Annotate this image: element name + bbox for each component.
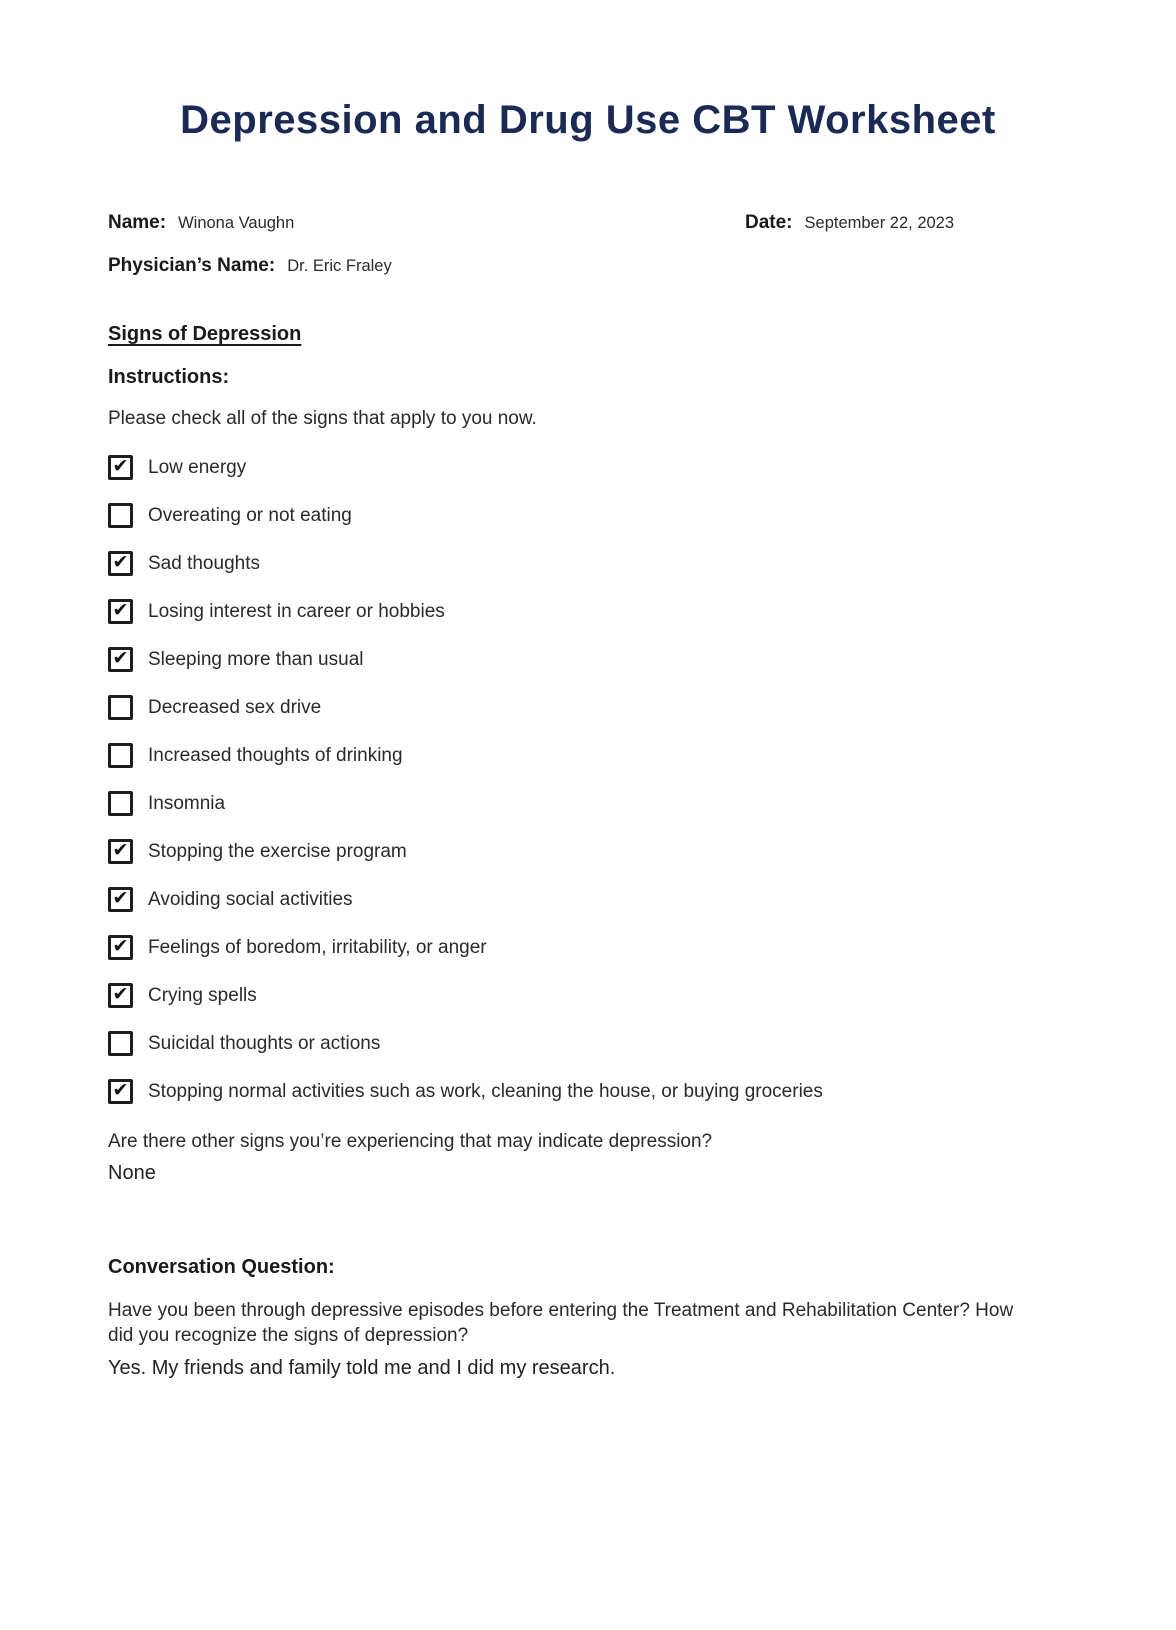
checkbox-label: Overeating or not eating [148,504,352,526]
conversation-question-heading: Conversation Question: [108,1256,335,1278]
checkbox-label: Sleeping more than usual [148,648,364,670]
checklist-item [108,1079,1068,1104]
checklist-item [108,551,1068,576]
other-signs-question: Are there other signs you’re experiencing that may indicate depression? [108,1131,713,1152]
checkbox[interactable] [108,455,133,480]
checkbox-label: Decreased sex drive [148,696,322,718]
checkbox-label: Crying spells [148,984,257,1006]
checkbox-label: Losing interest in career or hobbies [148,600,445,622]
checkbox-label: Feelings of boredom, irritability, or anger [148,936,487,958]
checkmark-icon: ✔ [112,840,129,861]
checklist-item [108,503,1068,528]
checkbox[interactable] [108,791,133,816]
checklist-item [108,743,1068,768]
checkbox-label: Insomnia [148,792,226,814]
checkmark-icon: ✔ [112,648,129,669]
checklist-item [108,1031,1068,1056]
instructions-text: Please check all of the signs that apply to you now. [108,408,537,429]
checkmark-icon: ✔ [112,456,129,477]
checkbox[interactable] [108,551,133,576]
checkbox[interactable] [108,839,133,864]
checkmark-icon: ✔ [112,600,129,621]
checklist-item [108,839,1068,864]
checklist-item [108,599,1068,624]
physician-label: Physician’s Name: [108,255,276,276]
name-date-row [108,212,1068,238]
checkbox[interactable] [108,599,133,624]
date-field [745,212,954,234]
checklist-item [108,455,1068,480]
checkbox[interactable] [108,935,133,960]
checkmark-icon: ✔ [112,936,129,957]
checkmark-icon: ✔ [112,1080,129,1101]
checkbox[interactable] [108,647,133,672]
checkmark-icon: ✔ [112,888,129,909]
checkbox-label: Increased thoughts of drinking [148,744,403,766]
checkbox-label: Low energy [148,456,247,478]
date-value[interactable]: September 22, 2023 [804,214,955,232]
checklist-item [108,935,1068,960]
conversation-answer[interactable]: Yes. My friends and family told me and I did my research. [108,1357,616,1380]
instructions-label: Instructions: [108,366,230,388]
date-label: Date: [745,212,793,233]
checklist-item [108,887,1068,912]
physician-value[interactable]: Dr. Eric Fraley [287,257,392,275]
conversation-question-text: Have you been through depressive episodes before entering the Treatment and Rehabilitation Center? How did you recognize the signs of depression? [108,1300,1014,1347]
checklist-item [108,791,1068,816]
signs-checklist [108,455,1068,1104]
physician-field [108,255,1068,281]
checklist-item [108,647,1068,672]
checkbox-label: Stopping the exercise program [148,840,407,862]
checkbox[interactable] [108,887,133,912]
checkbox-label: Stopping normal activities such as work, cleaning the house, or buying groceries [148,1080,823,1102]
checkbox-label: Suicidal thoughts or actions [148,1032,381,1054]
checkbox[interactable] [108,695,133,720]
checkbox[interactable] [108,1031,133,1056]
name-value[interactable]: Winona Vaughn [178,214,295,232]
checkbox[interactable] [108,983,133,1008]
checkbox[interactable] [108,503,133,528]
checklist-item [108,983,1068,1008]
name-label: Name: [108,212,167,233]
checkmark-icon: ✔ [112,984,129,1005]
signs-section-heading: Signs of Depression [108,323,302,345]
page-title: Depression and Drug Use CBT Worksheet [180,98,996,142]
checkbox-label: Avoiding social activities [148,888,353,910]
other-signs-answer[interactable]: None [108,1162,156,1184]
checkmark-icon: ✔ [112,552,129,573]
checklist-item [108,695,1068,720]
checkbox-label: Sad thoughts [148,552,260,574]
checkbox[interactable] [108,743,133,768]
checkbox[interactable] [108,1079,133,1104]
